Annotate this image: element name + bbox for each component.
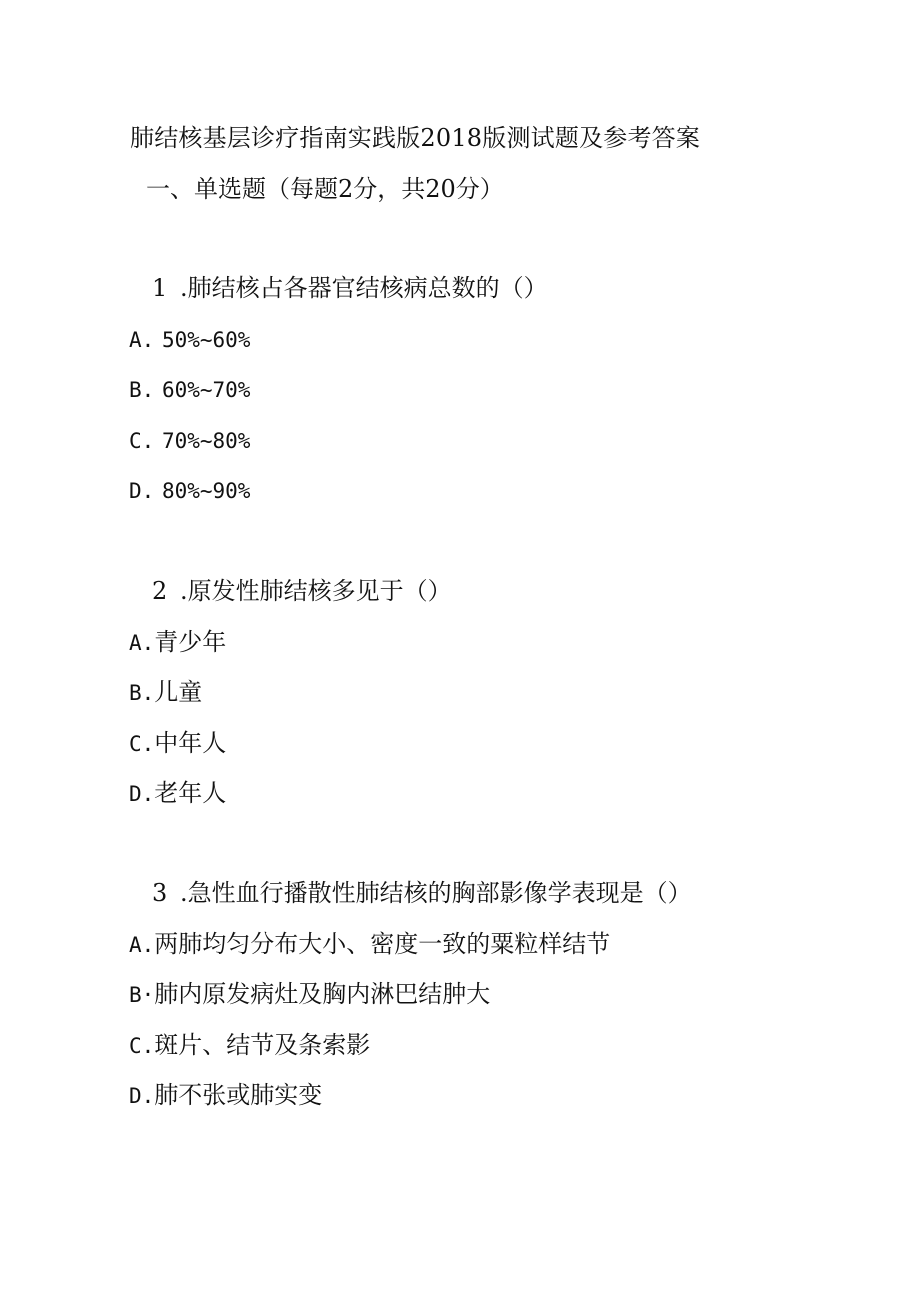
option-text: 青少年 — [154, 628, 227, 656]
option-d — [129, 1079, 322, 1112]
option-b — [129, 373, 250, 406]
option-d — [129, 777, 226, 810]
section-heading: 一、单选题（每题2分，共20分） — [146, 175, 504, 203]
option-text: 老年人 — [154, 779, 227, 807]
option-letter: B. — [129, 681, 155, 705]
option-letter: A. — [129, 631, 155, 655]
question-number: 1 — [152, 274, 168, 302]
option-text: 斑片、结节及条索影 — [154, 1031, 371, 1059]
option-d — [129, 474, 250, 507]
option-letter: D. — [129, 782, 155, 806]
option-a — [129, 323, 250, 356]
option-letter: C. — [129, 732, 155, 756]
option-text: 60%~70% — [161, 378, 251, 402]
option-text: 中年人 — [154, 729, 227, 757]
option-b — [129, 978, 490, 1011]
option-b — [129, 676, 202, 709]
option-a — [129, 626, 226, 659]
option-text: 70%~80% — [161, 429, 251, 453]
option-text: 80%~90% — [161, 479, 251, 503]
option-text: 50%~60% — [161, 328, 251, 352]
page-title: 肺结核基层诊疗指南实践版2018版测试题及参考答案 — [130, 124, 701, 152]
option-letter: C. — [129, 429, 155, 453]
option-letter: D. — [129, 1084, 155, 1108]
option-c — [129, 727, 226, 760]
option-c — [129, 1029, 370, 1062]
option-text: 肺不张或肺实变 — [154, 1081, 323, 1109]
question-number: 2 — [152, 577, 168, 605]
option-letter: A. — [129, 328, 155, 352]
question-number: 3 — [152, 879, 168, 907]
option-a — [129, 928, 610, 961]
option-text: 两肺均匀分布大小、密度一致的粟粒样结节 — [154, 930, 611, 958]
question-stem — [152, 575, 452, 607]
question-text: .急性血行播散性肺结核的胸部影像学表现是（） — [180, 879, 692, 907]
option-text: 肺内原发病灶及胸内淋巴结肿大 — [154, 980, 491, 1008]
option-letter: A. — [129, 933, 155, 957]
question-text: .肺结核占各器官结核病总数的（） — [180, 274, 548, 302]
question-stem — [152, 272, 548, 304]
question-stem — [152, 877, 692, 909]
option-c — [129, 424, 250, 457]
option-letter: D. — [129, 479, 155, 503]
option-text: 儿童 — [154, 678, 203, 706]
question-text: .原发性肺结核多见于（） — [180, 577, 452, 605]
option-letter: B. — [129, 378, 155, 402]
option-letter: B· — [129, 983, 155, 1007]
option-letter: C. — [129, 1034, 155, 1058]
